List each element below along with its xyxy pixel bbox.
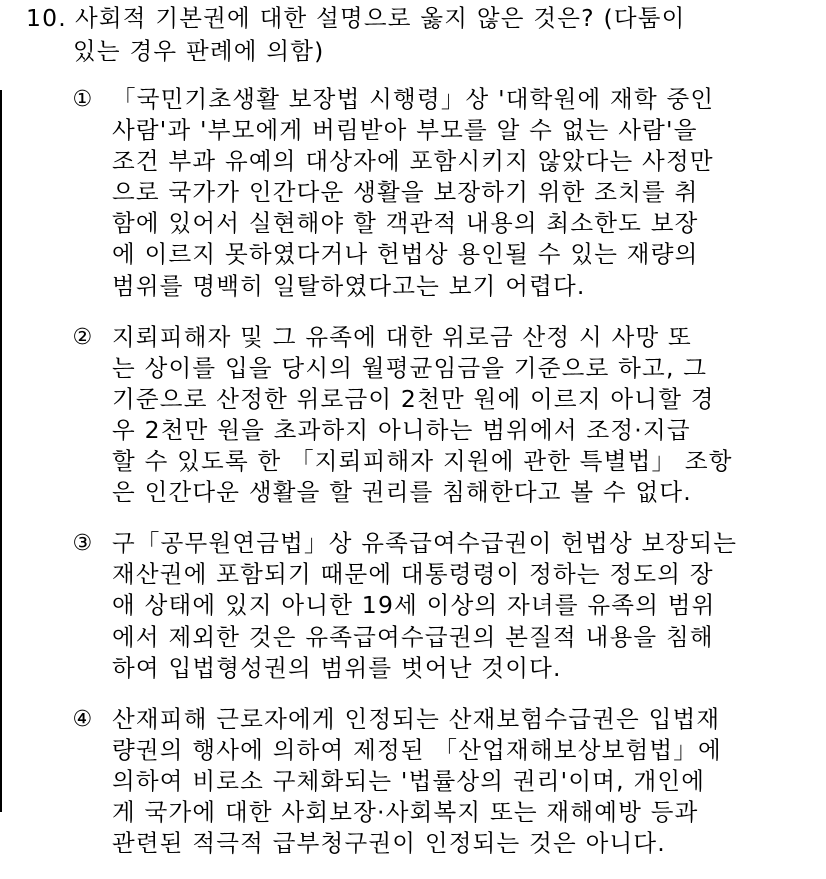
option-4-marker: ④ xyxy=(72,706,94,732)
option-line: 「국민기초생활 보장법 시행령」상 '대학원에 재학 중인 xyxy=(112,85,715,113)
option-line: 구「공무원연금법」상 유족급여수급권이 헌법상 보장되는 xyxy=(112,529,738,558)
option-line: 게 국가에 대한 사회보장·사회복지 또는 재해예방 등과 xyxy=(112,797,699,826)
question-line-1 xyxy=(26,2,816,35)
option-line: 애 상태에 있지 아니한 19세 이상의 자녀를 유족의 범위 xyxy=(112,591,716,620)
option-line: 기준으로 산정한 위로금이 2천만 원에 이르지 아니할 경 xyxy=(112,384,715,413)
option-line: 사람'과 '부모에게 버림받아 부모를 알 수 없는 사람'을 xyxy=(112,116,698,145)
option-line: 우 2천만 원을 초과하지 아니하는 범위에서 조정·지급 xyxy=(112,415,691,444)
option-line: 재산권에 포함되기 때문에 대통령령이 정하는 정도의 장 xyxy=(112,560,714,589)
option-3 xyxy=(68,528,822,683)
answer-options xyxy=(68,84,822,879)
option-line: 함에 있어서 실현해야 할 객관적 내용의 최소한도 보장 xyxy=(112,209,699,238)
option-1-text xyxy=(112,84,822,302)
option-line: 범위를 명백히 일탈하였다고는 보기 어렵다. xyxy=(112,271,586,300)
option-2-text xyxy=(112,322,822,509)
question-stem xyxy=(26,2,816,68)
option-line: 하여 입법형성권의 범위를 벗어난 것이다. xyxy=(112,653,562,682)
option-line: 량권의 행사에 의하여 제정된 「산업재해보상보험법」에 xyxy=(112,735,722,764)
option-line: 의하여 비로소 구체화되는 '법률상의 권리'이며, 개인에 xyxy=(112,766,706,795)
option-line: 할 수 있도록 한 「지뢰피해자 지원에 관한 특별법」 조항 xyxy=(112,447,733,476)
option-line: 관련된 적극적 급부청구권이 인정되는 것은 아니다. xyxy=(112,829,666,858)
option-3-marker: ③ xyxy=(72,531,94,557)
option-2-marker: ② xyxy=(72,324,94,350)
option-2 xyxy=(68,322,822,509)
option-line: 조건 부과 유예의 대상자에 포함시키지 않았다는 사정만 xyxy=(112,147,714,176)
option-4 xyxy=(68,704,822,859)
option-1-marker: ① xyxy=(72,87,94,112)
question-text-line-1: 사회적 기본권에 대한 설명으로 옳지 않은 것은? (다툼이 xyxy=(74,4,686,32)
option-line: 에 이르지 못하였다거나 헌법상 용인될 수 있는 재량의 xyxy=(112,240,699,269)
option-line: 산재피해 근로자에게 인정되는 산재보험수급권은 입법재 xyxy=(112,704,721,733)
option-line: 은 인간다운 생활을 할 권리를 침해한다고 볼 수 없다. xyxy=(112,478,692,507)
question-number: 10. xyxy=(26,4,67,32)
option-line: 지뢰피해자 및 그 유족에 대한 위로금 산정 시 사망 또 xyxy=(112,322,692,351)
option-4-text xyxy=(112,704,822,859)
option-3-text xyxy=(112,528,822,683)
option-line: 에서 제외한 것은 유족급여수급권의 본질적 내용을 침해 xyxy=(112,622,714,651)
option-1 xyxy=(68,84,822,302)
question-line-2: 있는 경우 판례에 의함) xyxy=(73,37,325,65)
left-margin-rule xyxy=(0,90,2,812)
option-line: 는 상이를 입을 당시의 월평균임금을 기준으로 하고, 그 xyxy=(112,353,708,382)
option-line: 으로 국가가 인간다운 생활을 보장하기 위한 조치를 취 xyxy=(112,178,699,207)
